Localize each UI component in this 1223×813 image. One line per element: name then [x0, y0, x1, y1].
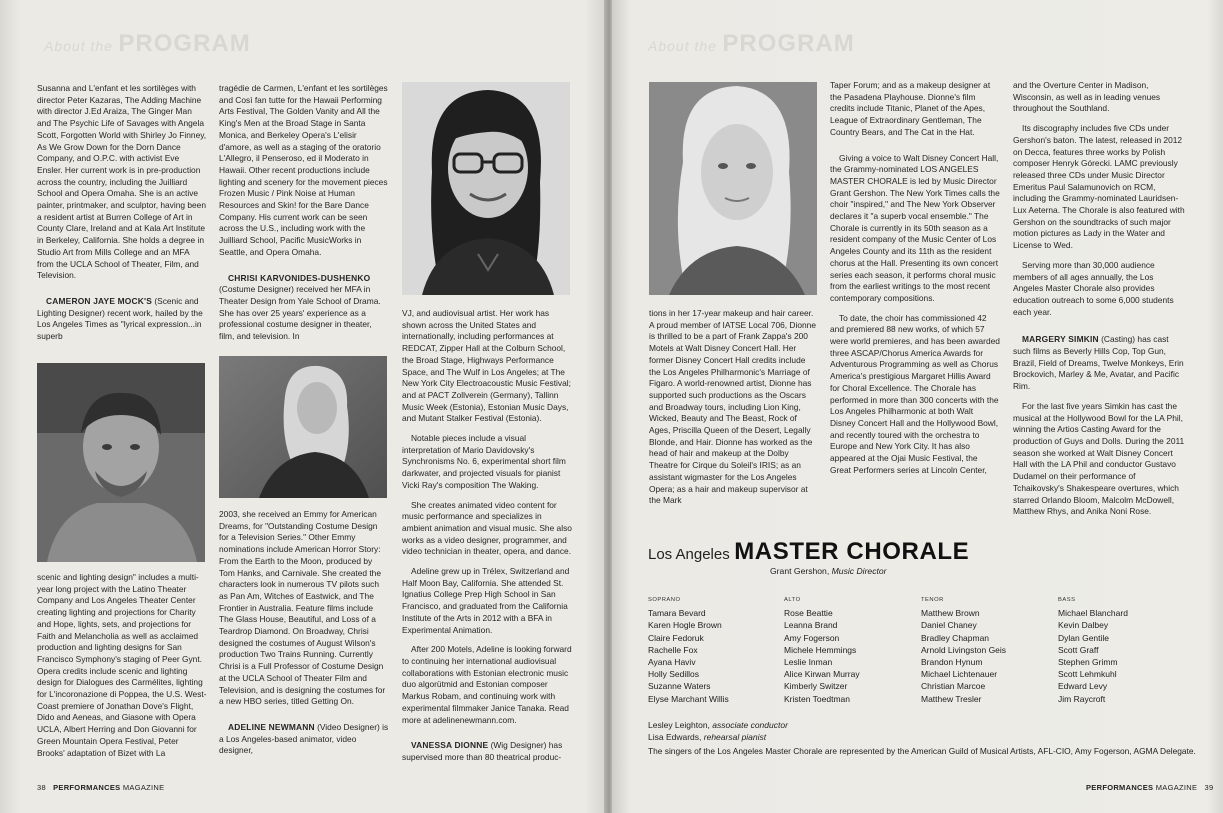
bio-intro: (Video Designer) is a Los Angeles-based animator, video designer,: [219, 721, 389, 756]
member-name: Ayana Haviv: [648, 657, 696, 668]
section-label: BASS: [1058, 597, 1076, 603]
director-name: Grant Gershon,: [770, 566, 830, 576]
bio-intro: (Wig Designer) has supervised more than 80 theatrical produc-: [402, 740, 563, 762]
folio-right: [1086, 783, 1213, 792]
member-name: Holly Sedillos: [648, 669, 700, 680]
member-name: Claire Fedoruk: [648, 632, 704, 643]
member-name: Brandon Hynum: [921, 657, 983, 668]
member-name: Karen Hogle Brown: [648, 620, 722, 631]
column-1-bottom: [37, 572, 207, 767]
member-name: Stephen Grimm: [1058, 657, 1118, 668]
member-name: Bradley Chapman: [921, 632, 990, 643]
director-role: Music Director: [831, 566, 887, 576]
portrait-male-icon: [37, 363, 205, 562]
member-name: Matthew Tresler: [921, 693, 982, 704]
magazine-name: PERFORMANCES: [53, 783, 121, 792]
member-name: Amy Fogerson: [784, 632, 840, 643]
photo-vanessa: [649, 82, 817, 295]
column-2: [219, 83, 389, 351]
column-2-bottom: [219, 509, 389, 765]
member-name: Leslie Inman: [784, 657, 833, 668]
bio-intro: (Casting) has cast such films as Beverly Hills Cop, Top Gun, Brazil, Field of Dreams, Twelve Monkeys, Erin Brockovich, Marley & Me, Avatar, and Pacific Rim.: [1013, 334, 1184, 392]
bio-paragraph: Adeline grew up in Trélex, Switzerland and Half Moon Bay, California. She attended St. Ignatius College Prep High School in San Francisco, and graduated from the California Institute of the Arts in 2012 with a BFA in Experimental Animation.: [402, 566, 570, 635]
chorale-paragraph: and the Overture Center in Madison, Wisconsin, as well as in leading venues throughout the Southland.: [1013, 80, 1161, 114]
bio-name: ADELINE NEWMANN: [228, 721, 315, 732]
section-label: TENOR: [921, 597, 944, 603]
member-name: Arnold Livingston Geis: [921, 644, 1007, 655]
column-1: [37, 83, 207, 351]
roster-bass: [1058, 594, 1128, 705]
bio-adeline: [219, 722, 389, 757]
staff-line: Lesley Leighton, associate conductor: [648, 720, 788, 730]
portrait-female-icon: [219, 356, 387, 498]
chorale-heading: [648, 538, 969, 566]
column-2: [830, 80, 1000, 485]
magazine-label: MAGAZINE: [1155, 783, 1198, 792]
member-name: Edward Levy: [1058, 681, 1108, 692]
member-name: Kristen Toedtman: [784, 693, 850, 704]
bio-name: VANESSA DIONNE: [411, 740, 489, 751]
bio-continued-text: Taper Forum; and as a makeup designer at the Pasadena Playhouse. Dionne's film credits include Titanic, Planet of the Apes, League of Extraordinary Gentleman, The Country Bears, and The Cat in the Hat.: [830, 80, 991, 137]
ghost-header: About the PROGRAM: [44, 30, 251, 57]
bio-margery: [1013, 334, 1185, 393]
bio-vanessa: [402, 740, 572, 763]
bio-continued-text: scenic and lighting design" includes a multi-year long project with the Latino Theater Company and Los Angeles Theater Center creating lighting and projections for Charity and Hope, lights, sets, and projections for Faith and Melancholia as well as acclaimed production and lighting designs for San Francisco Symphony's staging of Peer Gynt. Opera credits include scenic and lighting design for Dialogues des Carmélites, lighting for L'incoronazione di Poppea, the U.S. West-Coast premiere of Jonathan Dove's Flight, Dido and Aeneas, and Giasone with Opera UCLA, Albert Herring and Don Giovanni for Green Mountain Opera Festival, Peter Brooks' adaptation of Bizet with La: [37, 572, 207, 758]
photo-chrisi: [219, 356, 387, 498]
member-name: Michael Blanchard: [1058, 608, 1128, 619]
chorale-staff: [648, 720, 788, 744]
member-name: Leanna Brand: [784, 620, 838, 631]
bio-chrisi: [219, 273, 389, 343]
bio-intro: (Scenic and Lighting Designer) recent work, hailed by the Los Angeles Times as "lyrical expression...in superb: [37, 295, 203, 342]
column-3: [402, 308, 572, 772]
section-label: ALTO: [784, 597, 801, 603]
page-number: 38: [37, 783, 46, 792]
member-name: Michele Hemmings: [784, 644, 857, 655]
bio-intro: (Costume Designer) received her MFA in Theater Design from Yale School of Drama. She has over 25 years' experience as a professional costume designer in theater, film, and television. In: [219, 284, 381, 342]
member-name: Dylan Gentile: [1058, 632, 1110, 643]
chorale-director: [770, 566, 887, 576]
magazine-label: MAGAZINE: [122, 783, 165, 792]
bio-paragraph: Notable pieces include a visual interpretation of Mario Davidovsky's Synchronisms No. 6, experimental short film darkwater, and projected visuals for pianist Vicki Ray's composition The Waking.: [402, 433, 566, 490]
section-label: SOPRANO: [648, 597, 681, 603]
photo-adeline: [402, 82, 570, 295]
bio-name: CAMERON JAYE MOCK'S: [46, 295, 152, 306]
member-name: Rachelle Fox: [648, 644, 698, 655]
ghost-header: About the PROGRAM: [648, 30, 855, 57]
portrait-female-glasses-icon: [402, 82, 570, 295]
bio-name: CHRISI KARVONIDES-DUSHENKO: [228, 272, 371, 283]
member-name: Scott Lehmkuhl: [1058, 669, 1117, 680]
magazine-name: PERFORMANCES: [1086, 783, 1154, 792]
bio-name: MARGERY SIMKIN: [1022, 334, 1099, 345]
left-page: [0, 0, 606, 813]
member-name: Suzanne Waters: [648, 681, 711, 692]
bio-paragraph: After 200 Motels, Adeline is looking forward to continuing her international audiovisual collaborations with Estonian electronic music duo algorütmid and Estonian composer Markus Robam, and continuing work with experimental filmmaker Janice Tanaka. Read more at adelinenewmann.com.: [402, 644, 572, 725]
portrait-blonde-female-icon: [649, 82, 817, 295]
chorale-heading-big: MASTER CHORALE: [734, 538, 970, 565]
bio-cameron: [37, 296, 207, 343]
union-representation: The singers of the Los Angeles Master Chorale are represented by the American Guild of Musical Artists, AFL-CIO, Amy Fogerson, AGMA Delegate.: [648, 746, 1196, 756]
page-number: 39: [1204, 783, 1214, 792]
bio-paragraph: VJ, and audiovisual artist. Her work has shown across the United States and internationally, including performances at REDCAT, Zipper Hall at the Colburn School, the Broad Stage, Highways Performance Space, and The Wulf in Los Angeles; at The New York City Electroacoustic Music Festival; and at PACT Zollverein (Germany), Tallinn Music Week (Estonia), Estonian Music Days, and Mutant Stalker Festival (Estonia).: [402, 308, 571, 424]
member-name: Rose Beattie: [784, 608, 833, 619]
folio-left: [37, 783, 164, 792]
bio-continued-text: Susanna and L'enfant et les sortilèges with director Peter Kazaras, The Adding Machine with director J.Ed Araiza, The Ginger Man and The Psychic Life of Savages with Angela Scott, Forgotten World with Shirley Jo Finney, As We Grow Down for the Dorn Dance Company, and O.P.C. with activist Eve Ensler. Her current work is in pre-production across the country, including the Juilliard School and Opera Omaha. She is an active painter, printmaker, and sculptor, having been a resident artist at Burren College of Art in County Clare, Ireland and at Kala Art Institute in Berkeley, California. She holds a degree in Studio Art from Mills College and an MFA from the UCLA School of Theater, Film, and Television.: [37, 83, 207, 281]
bio-continued-text: 2003, she received an Emmy for American Dreams, for "Outstanding Costume Design for a Television Series." Other Emmy nominations include American Horror Story: From the Earth to the Moon, produced by Tom Hanks, and Carnivale. She created the characters look in numerous TV pilots such as Pan Am, Witches of Eastwick, and The Frontier in Australia. Feature films include The Glass House, Beautiful, and Loss of a Teardrop Diamond. On Broadway, Chrisi designed the costumes of August Wilson's production Two Trains Running. Currently Chrisi is a Full Professor of Costume Design at the UCLA School of Theater Film and Television, and is designing the costumes for a new HBO series, titled Getting On.: [219, 509, 386, 707]
column-1: [649, 308, 817, 515]
roster-tenor: [921, 594, 1006, 705]
staff-line: Lisa Edwards, rehearsal pianist: [648, 731, 767, 742]
bio-continued-text: tions in her 17-year makeup and hair career. A proud member of IATSE Local 706, Dionne is thrilled to be a part of Frank Zappa's 200 Motels at Walt Disney Concert Hall. Her former Disney Concert Hall credits include the Los Angeles Philharmonic's Marriage of Figaro. A world-renowned artist, Dionne has supported such productions as the Oscars and Broadway tours, including Lion King, Wicked, Beauty and The Beast, Rock of Ages, Priscilla Queen of the Desert, Legally Blonde, and Hair. Dionne has worked as the head of hair and makeup at the Dolby Theatre for Cirque du Soleil's IRIS; as an assistant wigmaster for the Los Angeles Opera; as a hair and makeup supervisor at the Mark: [649, 308, 816, 506]
member-name: Matthew Brown: [921, 608, 980, 619]
chorale-paragraph: Serving more than 30,000 audience members of all ages annually, the Los Angeles Master Chorale also provides education outreach to some 6,000 students each year.: [1013, 259, 1174, 317]
member-name: Scott Graff: [1058, 644, 1099, 655]
chorale-paragraph: To date, the choir has commissioned 42 and premiered 88 new works, of which 57 were world premieres, and has been awarded three ASCAP/Chorus America Awards for Adventurous Programming as well as Chorus America's prestigious Margaret Hillis Award for Choral Excellence. The Chorale has performed in more than 300 concerts with the Los Angeles Philharmonic at both Walt Disney Concert Hall and the Hollywood Bowl, and recently toured with the orchestra to Europe and New York City. It has also appeared at the Ojai Music Festival, the Great Performers series at Lincoln Center,: [830, 312, 1000, 475]
chorale-paragraph: Giving a voice to Walt Disney Concert Hall, the Grammy-nominated LOS ANGELES MASTER CHORALE is led by Music Director Grant Gershon. The New York Times calls the choir "inspired," and The New York Observer declares it "a superb vocal ensemble." The Chorale is currently in its 50th season as a resident company of the Music Center of Los Angeles County and its 11th as the resident chorus at the Hall. Presenting its own concert series each season, it performs choral music from the earliest writings to the most recent contemporary compositions.: [830, 152, 1000, 303]
column-3: [1013, 80, 1185, 526]
member-name: Tamara Bevard: [648, 608, 706, 619]
chorale-heading-small: Los Angeles: [648, 546, 730, 563]
member-name: Alice Kirwan Murray: [784, 669, 860, 680]
bio-continued-text: tragédie de Carmen, L'enfant et les sortilèges and Così fan tutte for the Hawaii Performing Arts Festival, The Golden Vanity and All the King's Men at the Broad Stage in Santa Monica, and Berkeley Opera's L'elisir d'amore, as well as a staging of the oratorio L'Allegro, il Penseroso, ed il Moderato in Hawaii. Other recent productions include lighting and scenery for the movement pieces Frozen Music / Pink Noise at Human Resources and Skin! for the Bare Dance Company. His current work can be seen across the U.S., including work with the Juilliard School, Pacific MusicWorks in Seattle, and Opera Omaha.: [219, 83, 388, 257]
chorale-paragraph: Its discography includes five CDs under Gershon's baton. The latest, released in 2012 on Decca, features three works by Polish composer Henryk Górecki. LAMC previously released three CDs under Music Director Emeritus Paul Salamunovich on RCM, including the Grammy-nominated Lauridsen-Lux Aeterna. The Chorale is also featured with Gershon on the soundtracks of such major motion pictures as Lady in the Water and License to Wed.: [1013, 123, 1185, 251]
photo-cameron: [37, 363, 205, 562]
bio-paragraph: She creates animated video content for music performance and specializes in ambient animation and visual music. She also works as a video designer, programmer, and video technician in theater, opera, and dance.: [402, 499, 572, 557]
member-name: Kimberly Switzer: [784, 681, 848, 692]
member-name: Kevin Dalbey: [1058, 620, 1109, 631]
roster-soprano: [648, 594, 729, 705]
member-name: Jim Raycroft: [1058, 693, 1106, 704]
member-name: Michael Lichtenauer: [921, 669, 998, 680]
bio-paragraph: For the last five years Simkin has cast the musical at the Hollywood Bowl for the LA Phil, winning the Artios Casting Award for the production of Guys and Dolls. During the 2011 season she worked at Walt Disney Concert Hall with the LA Phil and conductor Gustavo Dudamel on their performance of Tchaikovsky's Shakespeare overtures, which starred Orlando Bloom, Malcolm McDowell, Matthew Rhys, and Anika Noni Rose.: [1013, 400, 1185, 517]
roster-alto: [784, 594, 860, 705]
member-name: Christian Marcoe: [921, 681, 986, 692]
member-name: Daniel Chaney: [921, 620, 977, 631]
member-name: Elyse Marchant Willis: [648, 693, 729, 704]
